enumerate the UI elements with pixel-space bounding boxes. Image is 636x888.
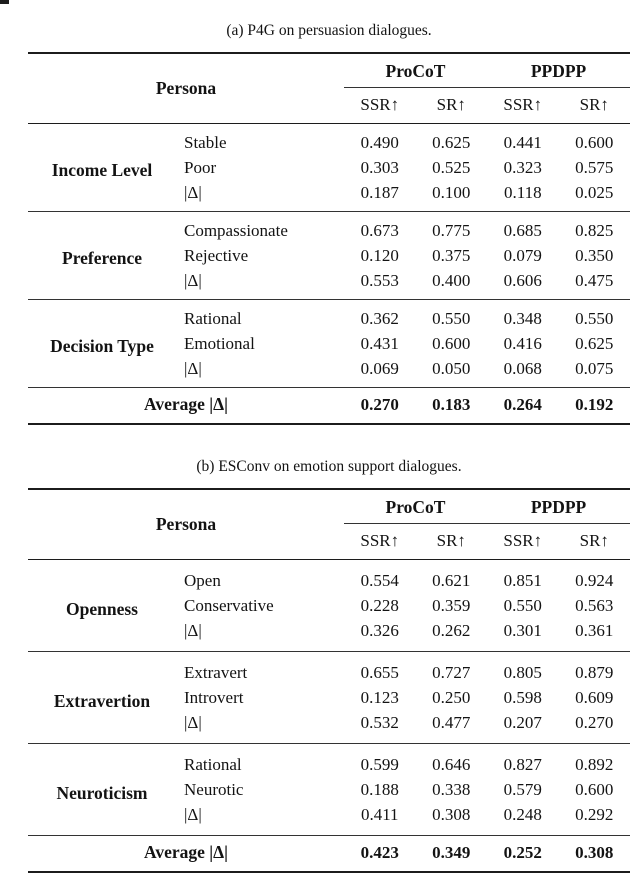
column-group-procot: ProCoT [344, 53, 487, 88]
cell-value: 0.655 [360, 663, 399, 682]
table-header [28, 489, 630, 560]
category-label: Neuroticism [56, 783, 148, 803]
metric-header-sr: SR↑ [559, 524, 631, 560]
cell-value: 0.851 [503, 571, 542, 590]
cell-value: 0.775 [432, 221, 471, 240]
row-label: Stable [184, 133, 227, 152]
cell-value: 0.646 [432, 755, 471, 774]
metric-header-sr: SR↑ [416, 524, 488, 560]
average-row [28, 388, 630, 425]
cell-value: 0.553 [360, 271, 399, 290]
metric-header-sr: SR↑ [416, 88, 488, 124]
metric-header-ssr: SSR↑ [344, 524, 416, 560]
average-label: Average |Δ| [144, 394, 228, 414]
cell-value: 0.338 [432, 780, 471, 799]
column-group-ppdpp: PPDPP [487, 489, 630, 524]
column-group-ppdpp: PPDPP [487, 53, 630, 88]
row-label: Poor [184, 158, 217, 177]
category-label: Extravertion [53, 691, 151, 711]
cell-value: 0.441 [503, 133, 542, 152]
section-decision-type [28, 300, 630, 388]
row-label: Neurotic [184, 780, 244, 799]
column-group-procot: ProCoT [344, 489, 487, 524]
cell-value: 0.025 [575, 183, 614, 202]
cell-value: 0.600 [575, 133, 614, 152]
row-label: Compassionate [184, 221, 288, 240]
cell-value: 0.188 [360, 780, 399, 799]
cell-value: 0.532 [360, 713, 399, 732]
category-label: Income Level [51, 160, 153, 180]
cell-value: 0.606 [503, 271, 542, 290]
cell-value: 0.187 [360, 183, 399, 202]
cell-value: 0.069 [360, 359, 399, 378]
subtable-a-caption: (a) P4G on persuasion dialogues. [226, 22, 432, 39]
cell-value: 0.301 [503, 621, 542, 640]
section-preference [28, 212, 630, 300]
cell-value: 0.120 [360, 246, 399, 265]
row-label: |Δ| [184, 713, 202, 732]
metric-header-ssr: SSR↑ [344, 88, 416, 124]
table-row [28, 560, 630, 594]
cell-value: 0.228 [360, 596, 399, 615]
cell-value: 0.579 [503, 780, 542, 799]
row-label: Rejective [184, 246, 249, 265]
row-label: Rational [184, 755, 242, 774]
page-edge-artifact [0, 0, 9, 4]
cell-value: 0.400 [432, 271, 471, 290]
cell-value: 0.575 [575, 158, 614, 177]
cell-value: 0.431 [360, 334, 399, 353]
cell-value: 0.685 [503, 221, 542, 240]
cell-value: 0.598 [503, 688, 542, 707]
row-label: |Δ| [184, 359, 202, 378]
cell-value: 0.924 [575, 571, 614, 590]
cell-value: 0.673 [360, 221, 399, 240]
cell-value: 0.600 [575, 780, 614, 799]
section-neuroticism [28, 744, 630, 836]
cell-value: 0.892 [575, 755, 614, 774]
table-row [28, 744, 630, 778]
metric-header-sr: SR↑ [559, 88, 631, 124]
metric-header-ssr: SSR↑ [487, 88, 559, 124]
cell-value: 0.350 [575, 246, 614, 265]
average-value: 0.423 [360, 843, 399, 862]
cell-value: 0.490 [360, 133, 399, 152]
table-header [28, 53, 630, 124]
cell-value: 0.075 [575, 359, 614, 378]
cell-value: 0.525 [432, 158, 471, 177]
table-row [28, 388, 630, 425]
table-row [28, 836, 630, 873]
metric-header-ssr: SSR↑ [487, 524, 559, 560]
cell-value: 0.411 [360, 805, 399, 824]
cell-value: 0.323 [503, 158, 542, 177]
row-label: |Δ| [184, 183, 202, 202]
cell-value: 0.621 [432, 571, 471, 590]
cell-value: 0.563 [575, 596, 614, 615]
category-label: Preference [62, 248, 142, 268]
cell-value: 0.609 [575, 688, 614, 707]
cell-value: 0.879 [575, 663, 614, 682]
cell-value: 0.326 [360, 621, 399, 640]
cell-value: 0.625 [575, 334, 614, 353]
cell-value: 0.207 [503, 713, 542, 732]
average-value: 0.264 [503, 395, 542, 414]
row-label: Introvert [184, 688, 244, 707]
results-table-esconv [28, 488, 630, 873]
cell-value: 0.068 [503, 359, 542, 378]
cell-value: 0.303 [360, 158, 399, 177]
cell-value: 0.827 [503, 755, 542, 774]
cell-value: 0.375 [432, 246, 471, 265]
row-label: Rational [184, 309, 242, 328]
cell-value: 0.362 [360, 309, 399, 328]
average-value: 0.308 [575, 843, 614, 862]
average-value: 0.183 [432, 395, 471, 414]
results-table-p4g [28, 52, 630, 425]
cell-value: 0.118 [503, 183, 542, 202]
cell-value: 0.270 [575, 713, 614, 732]
cell-value: 0.308 [432, 805, 471, 824]
persona-header: Persona [28, 489, 344, 560]
section-extravertion [28, 652, 630, 744]
cell-value: 0.550 [432, 309, 471, 328]
cell-value: 0.475 [575, 271, 614, 290]
cell-value: 0.554 [360, 571, 399, 590]
cell-value: 0.477 [432, 713, 471, 732]
category-label: Openness [66, 599, 138, 619]
cell-value: 0.248 [503, 805, 542, 824]
average-value: 0.252 [503, 843, 542, 862]
row-label: Conservative [184, 596, 274, 615]
cell-value: 0.292 [575, 805, 614, 824]
table-row [28, 124, 630, 156]
table-row [28, 300, 630, 332]
row-label: Extravert [184, 663, 248, 682]
cell-value: 0.416 [503, 334, 542, 353]
row-label: |Δ| [184, 271, 202, 290]
cell-value: 0.825 [575, 221, 614, 240]
section-openness [28, 560, 630, 652]
persona-header: Persona [28, 53, 344, 124]
table-row [28, 212, 630, 244]
average-label: Average |Δ| [144, 842, 228, 862]
category-label: Decision Type [50, 336, 154, 356]
cell-value: 0.050 [432, 359, 471, 378]
average-value: 0.192 [575, 395, 614, 414]
cell-value: 0.550 [503, 596, 542, 615]
cell-value: 0.600 [432, 334, 471, 353]
section-income-level [28, 124, 630, 212]
average-value: 0.270 [360, 395, 399, 414]
cell-value: 0.599 [360, 755, 399, 774]
row-label: Emotional [184, 334, 255, 353]
cell-value: 0.250 [432, 688, 471, 707]
row-label: |Δ| [184, 805, 202, 824]
cell-value: 0.361 [575, 621, 614, 640]
cell-value: 0.550 [575, 309, 614, 328]
cell-value: 0.805 [503, 663, 542, 682]
average-value: 0.349 [432, 843, 471, 862]
cell-value: 0.727 [432, 663, 471, 682]
cell-value: 0.625 [432, 133, 471, 152]
cell-value: 0.359 [432, 596, 471, 615]
cell-value: 0.262 [432, 621, 471, 640]
average-row [28, 836, 630, 873]
cell-value: 0.123 [360, 688, 399, 707]
cell-value: 0.079 [503, 246, 542, 265]
row-label: |Δ| [184, 621, 202, 640]
row-label: Open [184, 571, 221, 590]
table-row [28, 652, 630, 686]
subtable-b-caption: (b) ESConv on emotion support dialogues. [196, 458, 462, 475]
cell-value: 0.100 [432, 183, 471, 202]
cell-value: 0.348 [503, 309, 542, 328]
